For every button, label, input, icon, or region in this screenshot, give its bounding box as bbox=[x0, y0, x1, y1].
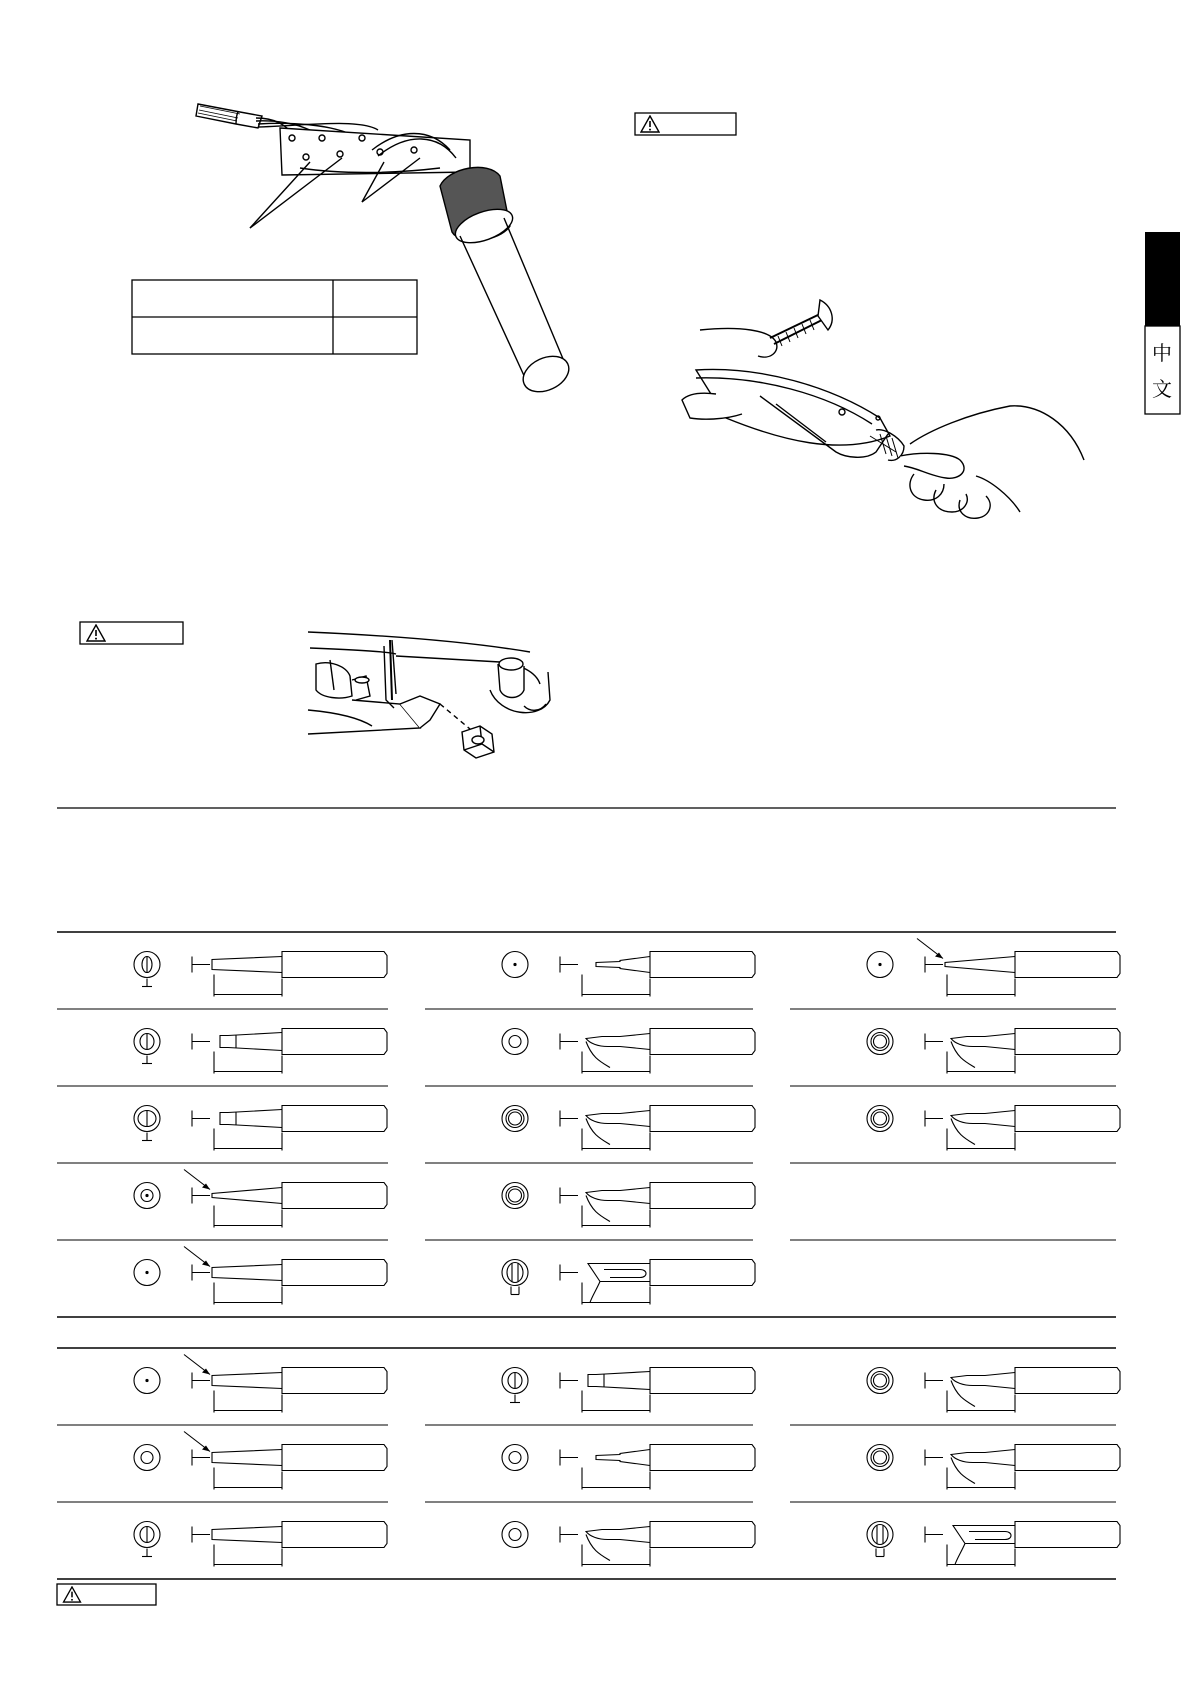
tip-end-view-icon bbox=[134, 1522, 160, 1557]
tip-profile-drawing bbox=[925, 1368, 1120, 1413]
tip-table-cell bbox=[134, 952, 387, 997]
figure-handle-nut bbox=[308, 632, 550, 758]
tip-profile-drawing bbox=[925, 1522, 1120, 1567]
tip-end-view-icon bbox=[502, 1106, 528, 1132]
warning-label-2 bbox=[80, 622, 183, 644]
tip-table-cell bbox=[502, 1522, 755, 1567]
tip-profile-drawing bbox=[560, 952, 755, 997]
tip-end-view-icon bbox=[867, 1522, 893, 1557]
tip-end-view-icon bbox=[502, 1029, 528, 1055]
tip-profile-drawing bbox=[560, 1260, 755, 1305]
tip-end-view-icon bbox=[502, 952, 528, 978]
language-tab[interactable] bbox=[1145, 232, 1180, 414]
tip-profile-drawing bbox=[192, 1029, 387, 1074]
tip-end-view-icon bbox=[502, 1522, 528, 1548]
tip-end-view-icon bbox=[867, 1445, 893, 1471]
tip-end-view-icon bbox=[502, 1183, 528, 1209]
tip-profile-drawing bbox=[925, 1445, 1120, 1490]
tip-end-view-icon bbox=[867, 1029, 893, 1055]
tip-table-cell bbox=[502, 1260, 755, 1305]
tip-table-cell bbox=[134, 1355, 387, 1413]
tip-end-view-icon bbox=[867, 1368, 893, 1394]
tip-table-cell bbox=[867, 1445, 1120, 1490]
tip-profile-drawing bbox=[192, 1106, 387, 1151]
tip-end-view-icon bbox=[502, 1445, 528, 1471]
tip-table-cell bbox=[134, 1522, 387, 1567]
language-tab-char-2: 文 bbox=[1152, 377, 1172, 401]
tip-table-cell bbox=[134, 1029, 387, 1074]
tip-end-view-icon bbox=[502, 1368, 528, 1403]
tip-profile-drawing bbox=[560, 1183, 755, 1228]
tip-table-cell bbox=[867, 1522, 1120, 1567]
tip-end-view-icon bbox=[867, 952, 893, 978]
tip-end-view-icon bbox=[502, 1260, 528, 1295]
tip-profile-drawing bbox=[560, 1106, 755, 1151]
tip-table-cell bbox=[867, 1368, 1120, 1413]
tip-profile-drawing bbox=[917, 939, 1120, 997]
tip-profile-drawing bbox=[184, 1432, 387, 1490]
tip-profile-drawing bbox=[925, 1106, 1120, 1151]
tip-profile-drawing bbox=[560, 1029, 755, 1074]
tip-table-cell bbox=[502, 952, 755, 997]
tip-end-view-icon bbox=[134, 1260, 160, 1286]
tip-table-cell bbox=[134, 1170, 387, 1228]
tip-table-cell bbox=[502, 1029, 755, 1074]
tip-profile-drawing bbox=[184, 1355, 387, 1413]
tip-end-view-icon bbox=[134, 1106, 160, 1141]
tip-table-cell bbox=[502, 1445, 755, 1490]
tip-table-cell bbox=[867, 1106, 1120, 1151]
tip-profile-drawing bbox=[192, 1522, 387, 1567]
language-tab-char-1: 中 bbox=[1152, 341, 1172, 365]
tip-end-view-icon bbox=[134, 1183, 160, 1209]
tip-profile-drawing bbox=[560, 1445, 755, 1490]
tip-table-cell bbox=[502, 1368, 755, 1413]
warning-label-1 bbox=[635, 113, 736, 135]
tip-end-view-icon bbox=[134, 1368, 160, 1394]
tip-table-cell bbox=[502, 1106, 755, 1151]
tip-profile-drawing bbox=[925, 1029, 1120, 1074]
tip-profile-drawing bbox=[560, 1522, 755, 1567]
tip-profile-drawing bbox=[192, 952, 387, 997]
tip-profile-drawing bbox=[184, 1247, 387, 1305]
tip-table-cell bbox=[134, 1432, 387, 1490]
tip-end-view-icon bbox=[134, 1029, 160, 1064]
tip-table-cell bbox=[134, 1106, 387, 1151]
warning-label-3 bbox=[57, 1584, 156, 1605]
figure-handle-screw bbox=[682, 300, 1084, 518]
tip-table-cell bbox=[502, 1183, 755, 1228]
tip-table-cell bbox=[867, 939, 1120, 997]
spec-table bbox=[132, 280, 417, 354]
tip-table-1 bbox=[57, 932, 1120, 1317]
tip-table-cell bbox=[867, 1029, 1120, 1074]
tip-table-2 bbox=[57, 1348, 1120, 1579]
tip-profile-drawing bbox=[560, 1368, 755, 1413]
tip-table-cell bbox=[134, 1247, 387, 1305]
tip-end-view-icon bbox=[134, 1445, 160, 1471]
tip-end-view-icon bbox=[134, 952, 160, 987]
tip-profile-drawing bbox=[184, 1170, 387, 1228]
tip-end-view-icon bbox=[867, 1106, 893, 1132]
